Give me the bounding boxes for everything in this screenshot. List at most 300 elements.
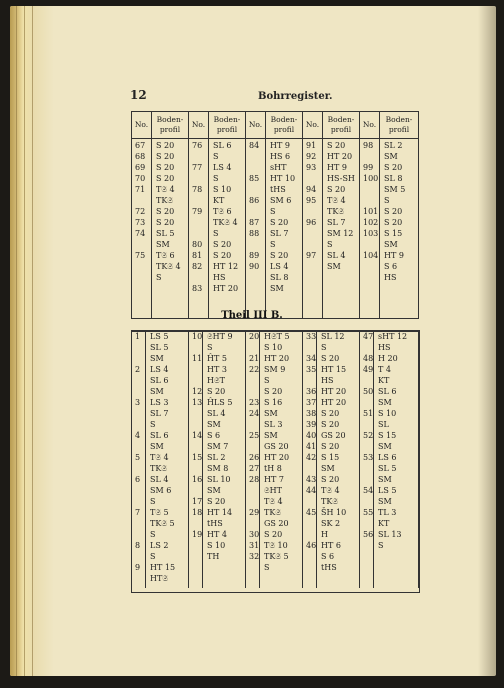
- boring-number: 45: [306, 508, 317, 517]
- soil-profile-value: S 20: [321, 420, 340, 429]
- boring-number: 73: [135, 218, 146, 227]
- soil-profile-value: S 10: [378, 409, 397, 418]
- boring-number: 18: [192, 508, 203, 517]
- boring-number: 71: [135, 185, 146, 194]
- boring-number: 85: [249, 174, 260, 183]
- soil-profile-value: tHS: [321, 563, 337, 572]
- boring-number: 4: [135, 431, 141, 440]
- boring-number: 75: [135, 251, 146, 260]
- boring-number: 21: [249, 354, 260, 363]
- soil-profile-value: TH: [207, 552, 220, 561]
- boring-number: [306, 239, 320, 250]
- boring-number: 10: [192, 332, 203, 341]
- boring-number: 5: [135, 453, 141, 462]
- soil-profile-value: T𝔖 4: [156, 185, 175, 194]
- boring-number: 53: [363, 453, 374, 462]
- soil-profile-value: S 20: [321, 409, 340, 418]
- column-header: Boden- profil: [380, 112, 419, 139]
- soil-profile-value: HT𝔖: [150, 574, 168, 583]
- soil-profile-value: SM: [384, 240, 398, 249]
- boring-number: 100: [363, 174, 379, 183]
- boring-number: [363, 184, 377, 195]
- boring-number: 36: [306, 387, 317, 396]
- boring-number: 48: [363, 354, 374, 363]
- column-header: No.: [246, 112, 266, 139]
- boring-number: [249, 239, 263, 250]
- soil-profile-value: S 20: [321, 475, 340, 484]
- soil-profile-value: HT 20: [321, 387, 347, 396]
- soil-profile-value: S: [270, 240, 276, 249]
- boring-number: 41: [306, 442, 317, 451]
- boring-number: 98: [363, 141, 374, 150]
- soil-profile-value: SL 6: [150, 376, 169, 385]
- soil-profile-value: HT 20: [264, 453, 290, 462]
- soil-profile-column: [380, 139, 419, 319]
- boring-number: 39: [306, 420, 317, 429]
- number-column: [132, 139, 152, 319]
- soil-profile-value: SM: [378, 497, 392, 506]
- soil-profile-value: tH 8: [264, 464, 282, 473]
- boring-number: 29: [249, 508, 260, 517]
- soil-profile-value: T𝔖 4: [150, 453, 169, 462]
- boring-number: [135, 272, 149, 283]
- boring-number: [249, 206, 263, 217]
- soil-profile-value: SM: [378, 398, 392, 407]
- soil-profile-value: TK𝔖: [156, 196, 173, 205]
- soil-profile-value: HT 4: [207, 530, 227, 539]
- soil-profile-value: HT 20: [321, 398, 347, 407]
- boring-number: [135, 195, 149, 206]
- soil-profile-value: SL 13: [378, 530, 402, 539]
- boring-number: 11: [192, 354, 203, 363]
- soil-profile-value: H 20: [378, 354, 398, 363]
- soil-profile-value: SM 12: [327, 229, 354, 238]
- soil-profile-value: SL 4: [150, 475, 169, 484]
- soil-profile-value: TK𝔖: [150, 464, 167, 473]
- boring-number: 6: [135, 475, 141, 484]
- table-body-row: [132, 139, 419, 319]
- soil-profile-value: SM: [150, 442, 164, 451]
- soil-profile-value: T𝔖 4: [321, 486, 340, 495]
- soil-profile-value: HS: [213, 273, 226, 282]
- boring-number: 88: [249, 229, 260, 238]
- soil-profile-value: HS-SH: [327, 174, 355, 183]
- soil-profile-value: SL 12: [321, 332, 345, 341]
- boring-number: [135, 239, 149, 250]
- boring-number: [249, 283, 263, 294]
- boring-number: [363, 151, 377, 162]
- soil-profile-value: S 20: [270, 251, 289, 260]
- soil-profile-value: SL 6: [150, 431, 169, 440]
- boring-number: [192, 272, 206, 283]
- soil-profile-value: SM 7: [207, 442, 229, 451]
- soil-profile-value: LS 3: [150, 398, 169, 407]
- boring-number: 8: [135, 541, 141, 550]
- soil-profile-value: SL 2: [207, 453, 226, 462]
- boring-number: [192, 173, 206, 184]
- boring-number: 28: [249, 475, 260, 484]
- number-column: [246, 139, 266, 319]
- soil-profile-value: S 20: [384, 163, 403, 172]
- gutter-line: [16, 6, 17, 676]
- boring-number: [135, 261, 149, 272]
- column-header: No.: [189, 112, 209, 139]
- boring-number: 93: [306, 163, 317, 172]
- boring-number: 37: [306, 398, 317, 407]
- page-number: 12: [130, 88, 147, 102]
- soil-profile-value: SM 9: [264, 365, 286, 374]
- soil-profile-value: S: [264, 563, 270, 572]
- soil-profile-value: S 20: [264, 530, 283, 539]
- soil-profile-value: SL 5: [378, 464, 397, 473]
- soil-profile-value: H𝔖T: [207, 376, 225, 385]
- soil-profile-value: SL 4: [327, 251, 346, 260]
- soil-profile-value: HT 20: [213, 284, 239, 293]
- boring-number: 12: [192, 387, 203, 396]
- lower-table-frame: [131, 330, 420, 593]
- boring-number: [363, 195, 377, 206]
- soil-profile-value: S: [378, 541, 384, 550]
- table-header-row: [132, 112, 419, 139]
- soil-profile-value: LS 4: [213, 163, 232, 172]
- boring-number: 91: [306, 141, 317, 150]
- soil-profile-value: ĤLS 5: [207, 398, 233, 407]
- soil-profile-value: HT 20: [327, 152, 353, 161]
- boring-number: [249, 272, 263, 283]
- soil-profile-value: S: [150, 552, 156, 561]
- soil-profile-value: S 10: [207, 541, 226, 550]
- soil-profile-value: LS 5: [150, 332, 169, 341]
- soil-profile-value: S 10: [213, 185, 232, 194]
- boring-number: 104: [363, 251, 379, 260]
- soil-profile-value: S 20: [327, 185, 346, 194]
- soil-profile-value: HT 14: [207, 508, 233, 517]
- soil-profile-value: ĤT 5: [207, 354, 227, 363]
- soil-profile-value: KT: [378, 519, 390, 528]
- soil-profile-value: S: [384, 196, 390, 205]
- column-header: Boden- profil: [152, 112, 189, 139]
- soil-profile-value: HS: [321, 376, 334, 385]
- boring-number: [363, 239, 377, 250]
- soil-profile-value: SK 2: [321, 519, 341, 528]
- boring-number: 77: [192, 163, 203, 172]
- soil-profile-value: 𝔖HT: [264, 486, 282, 495]
- soil-profile-value: HT 3: [207, 365, 227, 374]
- page-edge-shadow: [478, 6, 496, 676]
- soil-profile-value: S: [213, 152, 219, 161]
- soil-profile-value: sHT: [270, 163, 287, 172]
- soil-profile-value: S 20: [264, 387, 283, 396]
- soil-profile-value: H𝔖T 5: [264, 332, 290, 341]
- boring-number: 67: [135, 141, 146, 150]
- soil-profile-value: LS 2: [150, 541, 169, 550]
- soil-profile-value: S: [264, 376, 270, 385]
- soil-profile-value: SL: [378, 420, 389, 429]
- column-header: Boden- profil: [323, 112, 360, 139]
- boring-number: 80: [192, 240, 203, 249]
- soil-profile-value: TK𝔖: [264, 508, 281, 517]
- boring-number: 50: [363, 387, 374, 396]
- boring-number: 74: [135, 229, 146, 238]
- soil-profile-value: HS 6: [270, 152, 291, 161]
- boring-number: 81: [192, 251, 203, 260]
- boring-number: 44: [306, 486, 317, 495]
- soil-profile-value: GS 20: [264, 519, 289, 528]
- number-column: [360, 139, 380, 319]
- number-column: [189, 139, 209, 319]
- boring-number: 79: [192, 207, 203, 216]
- boring-number: 31: [249, 541, 260, 550]
- soil-profile-value: S 20: [270, 218, 289, 227]
- soil-profile-value: S: [150, 420, 156, 429]
- soil-profile-value: T𝔖 4: [264, 497, 283, 506]
- soil-profile-value: SM: [156, 240, 170, 249]
- soil-profile-value: S 6: [321, 552, 335, 561]
- number-column: [303, 139, 323, 319]
- soil-profile-value: ŠH 10: [321, 508, 347, 517]
- soil-profile-value: SM: [270, 284, 284, 293]
- soil-profile-column: [266, 139, 303, 319]
- soil-profile-value: S 20: [156, 174, 175, 183]
- section-title: Theil III B.: [221, 310, 283, 321]
- boring-number: 94: [306, 185, 317, 194]
- soil-profile-value: S: [321, 343, 327, 352]
- boring-number: 54: [363, 486, 374, 495]
- soil-profile-value: tHS: [207, 519, 223, 528]
- boring-number: 32: [249, 552, 260, 561]
- boring-number: 96: [306, 218, 317, 227]
- boring-number: 40: [306, 431, 317, 440]
- soil-profile-value: SM: [207, 420, 221, 429]
- soil-profile-value: S 20: [207, 497, 226, 506]
- soil-profile-value: SL 6: [378, 387, 397, 396]
- boring-number: 26: [249, 453, 260, 462]
- boring-number: 84: [249, 141, 260, 150]
- soil-profile-value: S: [150, 530, 156, 539]
- soil-profile-value: S 16: [264, 398, 283, 407]
- boring-number: 90: [249, 262, 260, 271]
- boring-number: [363, 272, 377, 283]
- soil-profile-value: H: [321, 530, 328, 539]
- soil-profile-value: HT 12: [213, 262, 239, 271]
- soil-profile-value: S: [156, 273, 162, 282]
- soil-profile-value: TK𝔖 4: [156, 262, 181, 271]
- soil-profile-value: TK𝔖: [321, 497, 338, 506]
- soil-profile-value: T𝔖 10: [264, 541, 288, 550]
- boring-number: 89: [249, 251, 260, 260]
- soil-profile-value: S 20: [213, 240, 232, 249]
- soil-profile-value: SL 7: [150, 409, 169, 418]
- boring-number: [249, 151, 263, 162]
- soil-profile-value: S 20: [384, 207, 403, 216]
- soil-profile-value: SM: [327, 262, 341, 271]
- boring-number: 22: [249, 365, 260, 374]
- soil-profile-value: SM: [150, 387, 164, 396]
- soil-profile-value: GS 20: [321, 431, 346, 440]
- soil-profile-value: S: [270, 207, 276, 216]
- boring-number: [192, 228, 206, 239]
- soil-profile-value: S 20: [384, 218, 403, 227]
- boring-number: 92: [306, 152, 317, 161]
- boring-number: 19: [192, 530, 203, 539]
- soil-profile-value: S 6: [207, 431, 221, 440]
- gutter-line: [24, 6, 25, 676]
- soil-profile-value: KT: [378, 376, 390, 385]
- boring-number: 86: [249, 196, 260, 205]
- boring-number: [192, 217, 206, 228]
- soil-profile-value: TK𝔖 4: [213, 218, 238, 227]
- boring-number: 27: [249, 464, 260, 473]
- column-header: No.: [303, 112, 323, 139]
- boring-number: 25: [249, 431, 260, 440]
- soil-profile-value: S: [207, 343, 213, 352]
- boring-number: 69: [135, 163, 146, 172]
- soil-profile-value: S 15: [321, 453, 340, 462]
- column-header: Boden- profil: [266, 112, 303, 139]
- soil-profile-value: S: [150, 497, 156, 506]
- soil-profile-value: SL 10: [207, 475, 231, 484]
- boring-number: 35: [306, 365, 317, 374]
- boring-number: 15: [192, 453, 203, 462]
- boring-number: 20: [249, 332, 260, 341]
- boring-number: 2: [135, 365, 141, 374]
- boring-number: 99: [363, 163, 374, 172]
- soil-profile-value: SL 5: [150, 343, 169, 352]
- boring-number: 24: [249, 409, 260, 418]
- soil-profile-value: SL 8: [384, 174, 403, 183]
- soil-profile-value: SM: [321, 464, 335, 473]
- soil-profile-value: S 20: [207, 387, 226, 396]
- boring-number: 51: [363, 409, 374, 418]
- soil-profile-value: tHS: [270, 185, 286, 194]
- boring-number: 68: [135, 152, 146, 161]
- boring-number: 47: [363, 332, 374, 341]
- soil-profile-value: SM: [150, 354, 164, 363]
- boring-number: [306, 228, 320, 239]
- soil-profile-value: T𝔖 4: [327, 196, 346, 205]
- soil-profile-value: TK𝔖 5: [150, 519, 175, 528]
- soil-profile-value: S 20: [156, 141, 175, 150]
- column-header: No.: [360, 112, 380, 139]
- soil-profile-value: SL 8: [270, 273, 289, 282]
- soil-profile-value: HT 10: [270, 174, 296, 183]
- boring-number: 101: [363, 207, 379, 216]
- soil-profile-value: S 10: [264, 343, 283, 352]
- boring-number: 78: [192, 185, 203, 194]
- boring-number: 97: [306, 251, 317, 260]
- soil-profile-value: S 20: [156, 207, 175, 216]
- soil-profile-value: SL 6: [213, 141, 232, 150]
- soil-profile-value: KT: [213, 196, 225, 205]
- boring-number: 83: [192, 284, 203, 293]
- boring-number: 13: [192, 398, 203, 407]
- soil-profile-value: T𝔖 6: [156, 251, 175, 260]
- boring-number: [192, 151, 206, 162]
- boring-number: 23: [249, 398, 260, 407]
- soil-profile-value: SL 7: [270, 229, 289, 238]
- boring-number: 9: [135, 563, 141, 572]
- boring-number: 33: [306, 332, 317, 341]
- soil-profile-value: HT 7: [264, 475, 284, 484]
- boring-number: 14: [192, 431, 203, 440]
- soil-profile-column: [152, 139, 189, 319]
- soil-profile-value: SM 8: [207, 464, 229, 473]
- boring-number: 34: [306, 354, 317, 363]
- soil-profile-value: T𝔖 5: [150, 508, 169, 517]
- boring-number: 95: [306, 196, 317, 205]
- soil-profile-value: T 4: [378, 365, 391, 374]
- soil-profile-value: S 15: [384, 229, 403, 238]
- boring-number: 46: [306, 541, 317, 550]
- soil-profile-value: S 20: [321, 354, 340, 363]
- boring-number: 38: [306, 409, 317, 418]
- boring-number: 56: [363, 530, 374, 539]
- soil-profile-value: SM 6: [270, 196, 292, 205]
- boring-number: 55: [363, 508, 374, 517]
- soil-profile-value: S: [327, 240, 333, 249]
- boring-number: 103: [363, 229, 379, 238]
- soil-profile-value: SL 2: [384, 141, 403, 150]
- soil-profile-value: SM: [384, 152, 398, 161]
- boring-number: [306, 173, 320, 184]
- soil-profile-value: SL 5: [156, 229, 175, 238]
- soil-profile-value: HT 15: [321, 365, 347, 374]
- boring-number: 30: [249, 530, 260, 539]
- soil-profile-value: SM 5: [384, 185, 406, 194]
- boring-number: 3: [135, 398, 141, 407]
- soil-profile-value: S 20: [156, 163, 175, 172]
- soil-profile-value: SL 4: [207, 409, 226, 418]
- boring-number: 16: [192, 475, 203, 484]
- soil-profile-column: [209, 139, 246, 319]
- soil-profile-value: SM 6: [150, 486, 172, 495]
- column-header: Boden- profil: [209, 112, 246, 139]
- soil-profile-value: LS 6: [378, 453, 397, 462]
- boring-number: 49: [363, 365, 374, 374]
- soil-profile-value: HT 20: [264, 354, 290, 363]
- gutter-line: [32, 6, 33, 676]
- boring-number: 17: [192, 497, 203, 506]
- soil-profile-value: HS: [378, 343, 391, 352]
- boring-number: [249, 184, 263, 195]
- soil-profile-value: LS 5: [378, 486, 397, 495]
- soil-profile-value: sHT 12: [378, 332, 408, 341]
- boring-number: [249, 162, 263, 173]
- soil-profile-value: TK𝔖: [327, 207, 344, 216]
- soil-profile-value: HT 15: [150, 563, 176, 572]
- soil-profile-value: S 15: [378, 431, 397, 440]
- soil-profile-value: HS: [384, 273, 397, 282]
- boring-number: [363, 261, 377, 272]
- soil-profile-value: LS 4: [270, 262, 289, 271]
- column-header: No.: [132, 112, 152, 139]
- soil-profile-value: SL 7: [327, 218, 346, 227]
- soil-profile-column: [323, 139, 360, 319]
- soil-profile-value: TK𝔖 5: [264, 552, 289, 561]
- boring-number: 1: [135, 332, 141, 341]
- boring-number: 76: [192, 141, 203, 150]
- boring-number: 82: [192, 262, 203, 271]
- boring-number: 43: [306, 475, 317, 484]
- soil-profile-value: S 20: [327, 141, 346, 150]
- soil-profile-value: SL 3: [264, 420, 283, 429]
- boring-number: 7: [135, 508, 141, 517]
- soil-profile-value: SM: [378, 442, 392, 451]
- soil-profile-value: SM: [264, 431, 278, 440]
- soil-profile-value: SM: [264, 409, 278, 418]
- register-table-upper: [131, 111, 419, 319]
- boring-number: 70: [135, 174, 146, 183]
